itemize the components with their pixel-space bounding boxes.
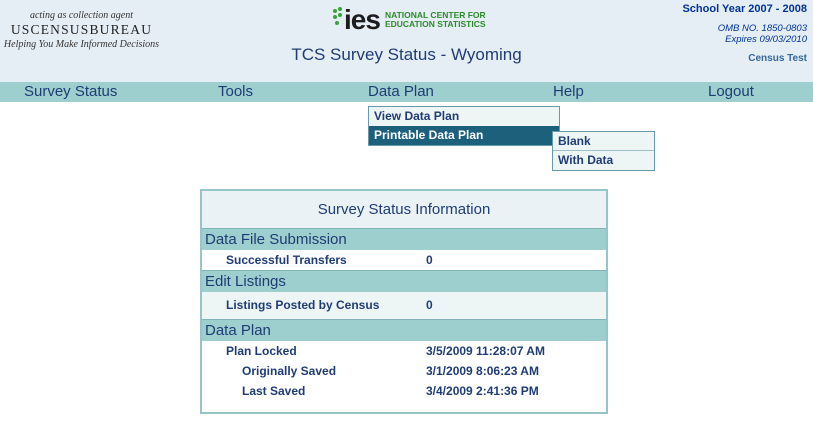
originally-saved-value: 3/1/2009 8:06:23 AM (426, 364, 539, 378)
census-bureau-wordmark: USCENSUSBUREAU (10, 22, 153, 37)
omb-number: OMB NO. 1850-0803 (717, 23, 807, 34)
menu-printable-data-plan[interactable]: Printable Data Plan (369, 126, 559, 145)
omb-expiry: Expires 09/03/2010 (725, 34, 807, 45)
ies-dots-icon (333, 7, 343, 33)
row-listings-posted (202, 292, 606, 319)
row-plan-locked (202, 341, 606, 361)
survey-status-panel (200, 189, 608, 414)
user-name: Census Test (748, 53, 807, 64)
nces-name (385, 11, 486, 29)
nav-survey-status[interactable]: Survey Status (24, 83, 118, 100)
originally-saved-label: Originally Saved (242, 364, 337, 378)
row-last-saved (202, 381, 606, 401)
plan-locked-label: Plan Locked (226, 344, 297, 358)
section-header-plan: Data Plan (202, 319, 606, 341)
menu-view-data-plan[interactable]: View Data Plan (374, 109, 460, 123)
page-title: TCS Survey Status - Wyoming (291, 45, 522, 64)
data-plan-menu (368, 106, 560, 146)
menu-with-data[interactable]: With Data (558, 153, 614, 167)
last-saved-label: Last Saved (242, 384, 306, 398)
main-nav (0, 82, 813, 102)
listings-posted-label: Listings Posted by Census (226, 298, 380, 312)
nces-line2: EDUCATION STATISTICS (384, 19, 486, 29)
section-header-edit: Edit Listings (202, 270, 606, 292)
nav-data-plan[interactable]: Data Plan (368, 83, 434, 100)
plan-locked-value: 3/5/2009 11:28:07 AM (426, 344, 545, 358)
row-originally-saved (202, 361, 606, 381)
ies-logo (333, 5, 486, 35)
section-header-submission: Data File Submission (202, 228, 606, 250)
nces-line1: NATIONAL CENTER FOR (384, 10, 486, 20)
nav-logout[interactable]: Logout (708, 83, 754, 100)
printable-submenu (552, 131, 655, 171)
nav-help[interactable]: Help (553, 83, 584, 100)
census-agent-text: acting as collection agent (29, 10, 134, 21)
header-info (682, 3, 807, 64)
ies-wordmark: ies (344, 4, 380, 35)
school-year: School Year 2007 - 2008 (682, 3, 807, 15)
census-bureau-logo (0, 10, 163, 50)
panel-title: Survey Status Information (202, 191, 606, 228)
successful-transfers-label: Successful Transfers (226, 253, 347, 267)
page-header (0, 0, 813, 82)
row-successful-transfers (202, 250, 606, 270)
census-tagline: Helping You Make Informed Decisions (3, 39, 160, 50)
menu-blank[interactable]: Blank (553, 132, 654, 151)
successful-transfers-value: 0 (426, 253, 433, 267)
nav-tools[interactable]: Tools (218, 83, 254, 100)
omb-info (682, 23, 807, 45)
last-saved-value: 3/4/2009 2:41:36 PM (426, 384, 539, 398)
listings-posted-value: 0 (426, 298, 433, 312)
